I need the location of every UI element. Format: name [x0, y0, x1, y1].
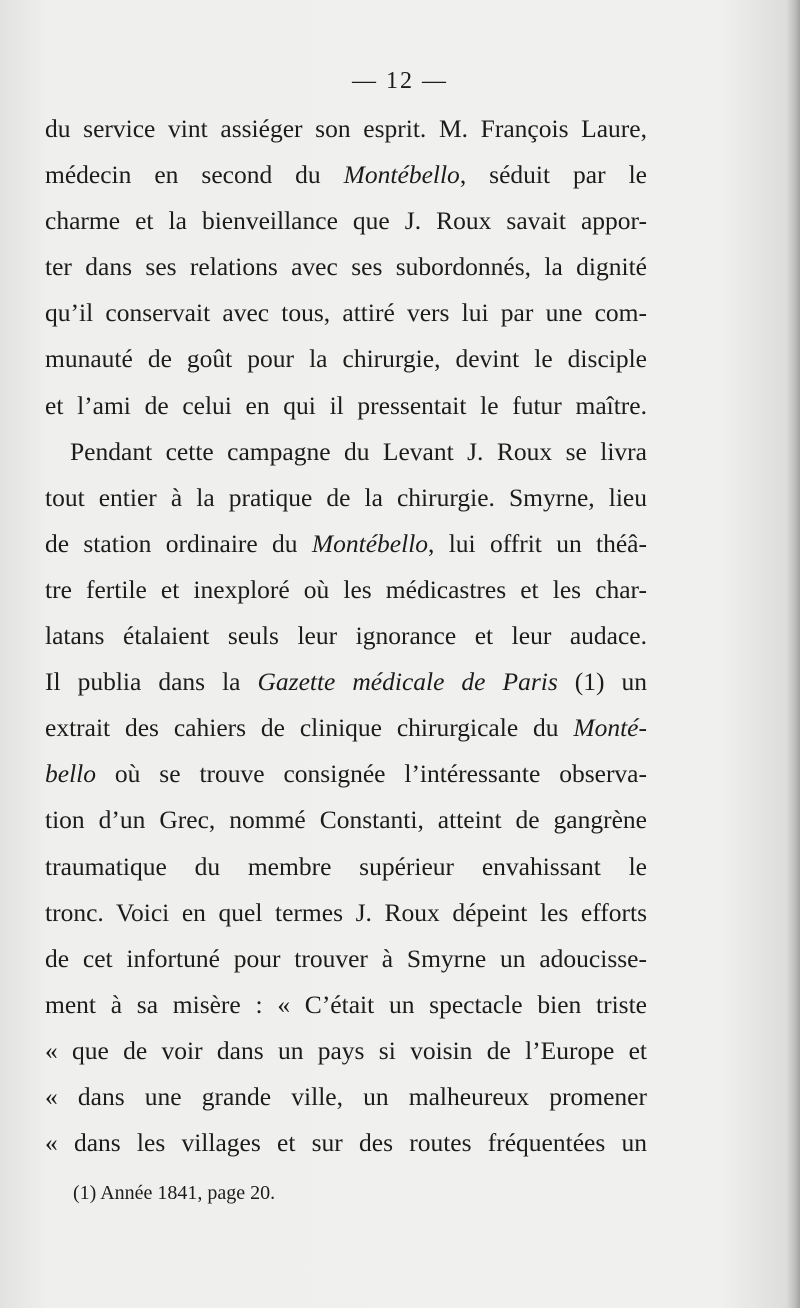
text-span: où se trouve consignée l’intéressante observa-: [96, 759, 647, 789]
text-line: [45, 106, 647, 152]
text-line: [45, 1074, 647, 1120]
text-line: [45, 797, 647, 843]
text-line: [45, 982, 647, 1028]
text-line: [45, 751, 647, 797]
body-text: [45, 106, 647, 1166]
text-line: [45, 475, 647, 521]
text-span: tre fertile et inexploré où les médicastres et les char-: [45, 574, 647, 604]
text-span: ment à sa misère : « C’était un spectacle bien triste: [45, 989, 647, 1019]
text-line: [45, 659, 647, 705]
text-line: [45, 152, 647, 198]
text-span: médecin en second du: [45, 160, 344, 190]
text-line: [45, 1120, 647, 1166]
italic-text: Monté-: [573, 713, 647, 743]
text-span: « que de voir dans un pays si voisin de l’Europe et: [45, 1035, 647, 1065]
text-line: [45, 1028, 647, 1074]
text-span: tronc. Voici en quel termes J. Roux dépeint les efforts: [45, 897, 647, 927]
text-line: [45, 198, 647, 244]
text-span: Pendant cette campagne du Levant J. Roux se livra: [70, 436, 647, 466]
italic-text: Montébello: [311, 528, 429, 558]
text-line: [45, 521, 647, 567]
text-span: charme et la bienveillance que J. Roux savait appor-: [45, 206, 647, 236]
text-line: [45, 336, 647, 382]
text-line: [45, 383, 647, 429]
text-span: tion d’un Grec, nommé Constanti, atteint de gangrène: [45, 805, 647, 835]
text-span: tout entier à la pratique de la chirurgie. Smyrne, lieu: [45, 482, 647, 512]
text-span: « dans les villages et sur des routes fréquentées un: [45, 1128, 647, 1158]
italic-text: Montébello: [343, 160, 460, 190]
text-span: (1) un: [557, 667, 648, 697]
text-span: Il publia dans la: [45, 667, 258, 697]
page-number: — 12 —: [352, 68, 448, 94]
text-line: [45, 244, 647, 290]
text-span: du service vint assiéger son esprit. M. François Laure,: [45, 114, 647, 143]
text-span: latans étalaient seuls leur ignorance et leur audace.: [45, 621, 647, 651]
footnote: (1) Année 1841, page 20.: [73, 1182, 276, 1204]
text-span: , lui offrit un théâ-: [428, 528, 647, 558]
text-line: [45, 567, 647, 613]
text-span: extrait des cahiers de clinique chirurgicale du: [45, 713, 574, 743]
text-span: qu’il conservait avec tous, attiré vers lui par une com-: [45, 298, 647, 328]
italic-text: bello: [45, 759, 96, 789]
page-gutter-shadow: [786, 0, 800, 1308]
text-line: [45, 844, 647, 890]
text-span: de station ordinaire du: [45, 528, 312, 558]
text-line: [45, 705, 647, 751]
text-span: traumatique du membre supérieur envahissant le: [45, 851, 647, 881]
text-span: de cet infortuné pour trouver à Smyrne un adoucisse-: [45, 943, 647, 973]
text-span: munauté de goût pour la chirurgie, devint le disciple: [45, 344, 647, 374]
text-span: et l’ami de celui en qui il pressentait le futur maître.: [45, 390, 647, 420]
text-span: ter dans ses relations avec ses subordonnés, la dignité: [45, 252, 647, 282]
text-line: [45, 429, 647, 475]
text-span: « dans une grande ville, un malheureux promener: [45, 1081, 647, 1111]
text-line: [45, 936, 647, 982]
text-line: [45, 290, 647, 336]
text-line: [45, 890, 647, 936]
italic-text: Gazette médicale de Paris: [257, 667, 558, 697]
text-line: [45, 613, 647, 659]
text-span: , séduit par le: [459, 160, 647, 190]
